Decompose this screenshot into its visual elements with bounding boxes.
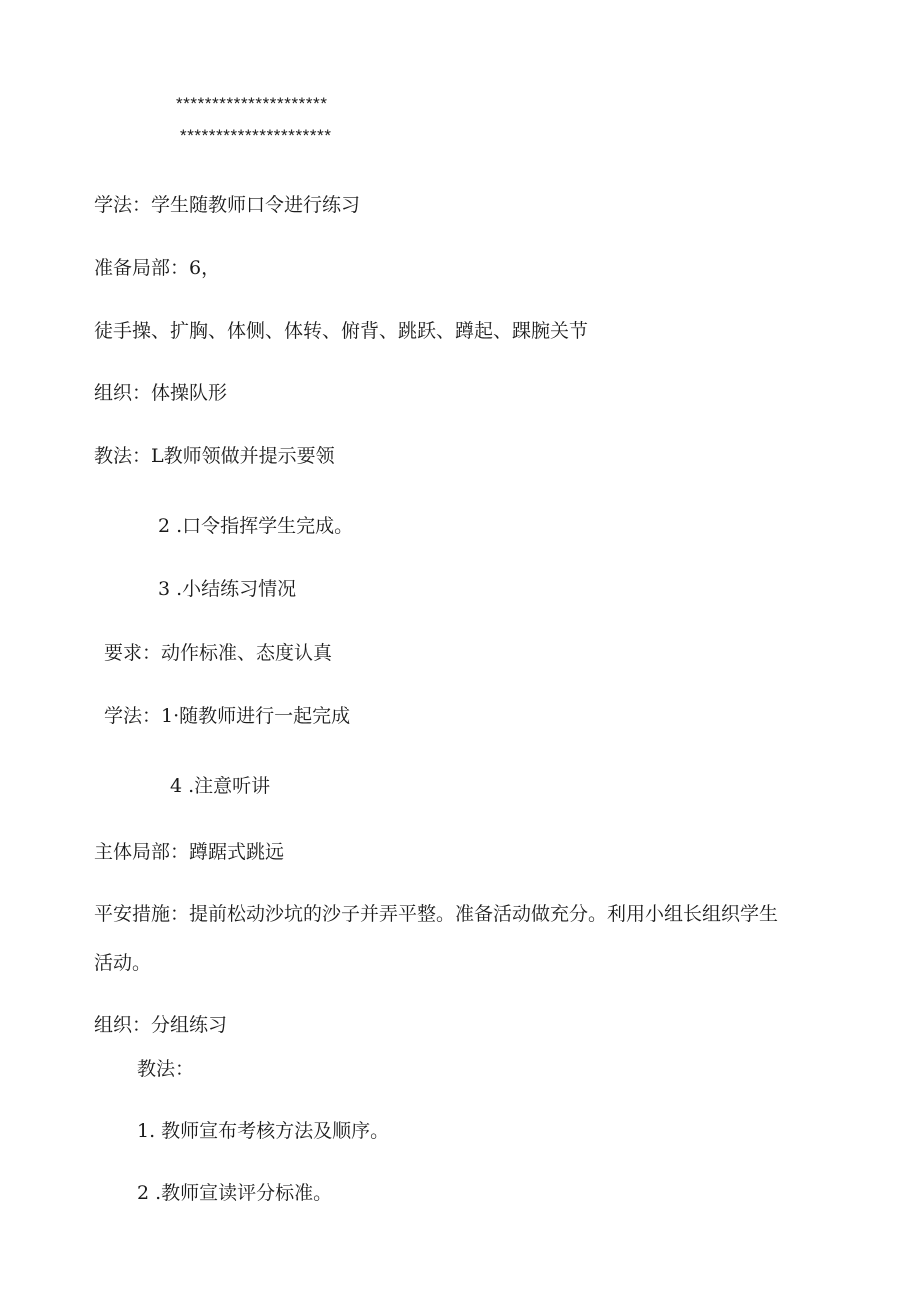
asterisk-line-1: ********************* — [176, 94, 328, 113]
list-item-scoring: 2 .教师宣读评分标准。 — [137, 1182, 333, 1204]
paragraph-safety-measures: 平安措施：提前松动沙坑的沙子并弄平整。准备活动做充分。利用小组长组织学生 — [94, 903, 779, 925]
paragraph-organization: 组织：体操队形 — [94, 382, 228, 404]
list-item-4: 4 .注意听讲 — [170, 775, 271, 797]
paragraph-teaching-method: 教法：L教师领做并提示要领 — [94, 445, 335, 467]
paragraph-main-section: 主体局部：蹲踞式跳远 — [94, 841, 285, 863]
list-item-2: 2 .口令指挥学生完成。 — [158, 515, 354, 537]
paragraph-requirements: 要求：动作标准、态度认真 — [104, 642, 333, 664]
paragraph-safety-measures-cont: 活动。 — [94, 952, 152, 974]
paragraph-preparation-section: 准备局部：6， — [94, 257, 221, 279]
list-item-announce: 1. 教师宣布考核方法及顺序。 — [137, 1120, 390, 1142]
asterisk-line-2: ********************* — [180, 126, 332, 145]
paragraph-exercise-list: 徒手操、扩胸、体侧、体转、俯背、跳跃、蹲起、踝腕关节 — [94, 320, 589, 342]
paragraph-study-method: 学法：学生随教师口令进行练习 — [94, 194, 361, 216]
paragraph-group-practice: 组织：分组练习 — [94, 1014, 228, 1036]
list-item-3: 3 .小结练习情况 — [158, 578, 297, 600]
paragraph-teaching-method-2: 教法： — [137, 1058, 195, 1080]
paragraph-study-method-2: 学法：1·随教师进行一起完成 — [104, 705, 351, 727]
